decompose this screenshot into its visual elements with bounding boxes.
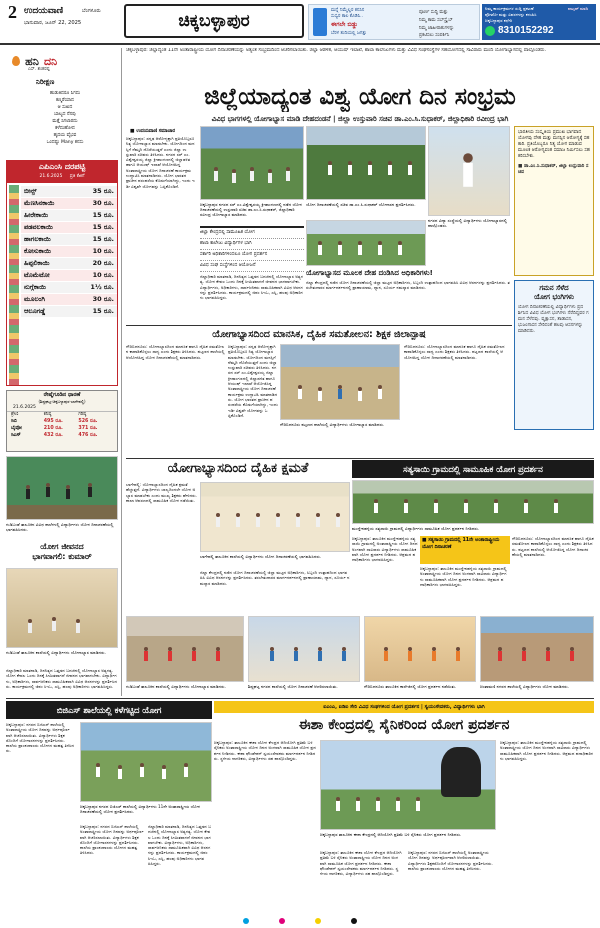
person-icon: [375, 797, 381, 811]
right-box-head: ಗಮನ ಸೆಳೆದ: [539, 284, 569, 292]
person-icon: [215, 513, 221, 527]
right-column-quote: ■ ಡಾ.ಎಂ.ಸಿ.ಸುಧಾಕರ್, ಜಿಲ್ಲಾ ಉಸ್ತುವಾರಿ ಸಚಿವ: [518, 164, 589, 175]
ad-line-6: ನಿಮ್ಮ ಕಾಮ ಸಬ್‌ಸ್ಕ್ರೈಬ್: [419, 18, 453, 23]
apmc-price: 1½ ರೂ.: [74, 282, 117, 294]
sec4-body-col-2: ಚಿಕ್ಕಬಳ್ಳಾಪುರ: ತಾಲೂಕಿನ ಮುದ್ದೇನಹಳ್ಳಿಯ ಸತ್ಯಸಾಯಿ ಗ್ರಾಮದಲ್ಲಿ ಅಂತಾರಾಷ್ಟ್ರೀಯ ಯೋಗ ದಿನದ ಅಂಗವಾಗಿ ಸಾವಿರಾರು ವಿದ್ಯಾರ್ಥಿಗಳು ಸಾಮೂಹಿಕವಾಗಿ ಯೋಗ ಪ್ರದರ್ಶನ ನೀಡಿದರು. ಆಶ್ರಮದ ಪದಾಧಿಕಾರಿಗಳು ಭಾಗವಹಿಸಿದ್ದರು.: [420, 566, 507, 587]
person-icon: [269, 647, 275, 661]
apmc-price-row: [21, 234, 117, 246]
person-icon: [497, 647, 503, 661]
sec2-body-col-2: ಚಿಕ್ಕಬಳ್ಳಾಪುರ: ಸದೃಢ ಆರೋಗ್ಯಕ್ಕಾಗಿ ಪ್ರತಿಯೊಬ್ಬರೂ ನಿತ್ಯ ಯೋಗಾಭ್ಯಾಸ ಮಾಡಬೇಕು. ಯೋಗದಿಂದ ಮನಸ್ಸಿಗೆ ನೆಮ್ಮದಿ ದೊರೆಯುತ್ತದೆ ಎಂದು ಜಿಲ್ಲಾ ಉಸ್ತುವಾರಿ ಸಚಿವರು ತಿಳಿಸಿದರು. ನಗರದ ಸರ್ ಎಂ.ವಿಶ್ವೇಶ್ವರಯ್ಯ ಜಿಲ್ಲಾ ಕ್ರೀಡಾಂಗಣದಲ್ಲಿ ಜಿಲ್ಲಾಡಳಿತ ಹಾಗೂ ಆಯುಷ್ ಇಲಾಖೆ ಆಯೋಜಿಸಿದ್ದ ಅಂತಾರಾಷ್ಟ್ರೀಯ ಯೋಗ ದಿನಾಚರಣೆ ಕಾರ್ಯಕ್ರಮ ಉದ್ಘಾಟಿಸಿ ಮಾತನಾಡಿದರು. ಯೋಗ ಭಾರತದ ಪ್ರಾಚೀನ ಪರಂಪರೆಯ ಕೊಡುಗೆಯಾಗಿದ್ದು, ಇಂದು ಇಡೀ ವಿಶ್ವವೇ ಯೋಗವನ್ನು ಒಪ್ಪಿಕೊಂಡಿದೆ.: [228, 344, 278, 418]
paper-name: ಉದಯವಾಣಿ: [24, 6, 64, 16]
district-title: ಚಿಕ್ಕಬಳ್ಳಾಪುರ: [124, 4, 304, 38]
person-icon: [215, 647, 221, 661]
sec4-photo-caption: ಮುದ್ದೇನಹಳ್ಳಿಯ ಸತ್ಯಸಾಯಿ ಗ್ರಾಮದಲ್ಲಿ ವಿದ್ಯಾರ್ಥಿಗಳು ಸಾಮೂಹಿಕ ಯೋಗ ಪ್ರದರ್ಶನ ನೀಡಿದರು.: [352, 526, 480, 531]
honey-brand: ಹನಿ: [25, 55, 39, 68]
sidebar-story-body: ಜಿಲ್ಲಾಧಿಕಾರಿ ಮಾತನಾಡಿ, ದಿನನಿತ್ಯದ ಒತ್ತಡದ ಬದುಕಿನಲ್ಲಿ ಯೋಗಾಭ್ಯಾಸ ಅತ್ಯಗತ್ಯ. ಯೋಗ ಕೇವಲ ಒಂದು ದಿನಕ್ಕೆ ಸೀಮಿತವಾಗದೆ ಜೀವನದ ಭಾಗವಾಗಬೇಕು. ವಿದ್ಯಾರ್ಥಿಗಳು, ಅಧಿಕಾರಿಗಳು, ಸಾರ್ವಜನಿಕರು ಸಾಮೂಹಿಕವಾಗಿ ವಿವಿಧ ಆಸನಗಳನ್ನು ಪ್ರದರ್ಶಿಸಿದರು. ಕಾರ್ಯಕ್ರಮದಲ್ಲಿ ಜಿಪಂ ಸಿಇಒ, ಎಸ್ಪಿ, ಹಲವು ಅಧಿಕಾರಿಗಳು ಭಾಗವಹಿಸಿದ್ದರು.: [6, 668, 118, 689]
silk-head-cell: ಕನಿಷ್ಠ: [43, 412, 52, 417]
sec5-body-col-1: ಚಿಕ್ಕಬಳ್ಳಾಪುರ: ನಗರದ ಬಿಜಿಎಸ್ ಶಾಲೆಯಲ್ಲಿ ಅಂತಾರಾಷ್ಟ್ರೀಯ ಯೋಗ ದಿನವನ್ನು ಅರ್ಥಪೂರ್ಣವಾಗಿ ಆಚರಿಸಲಾಯಿತು. ವಿದ್ಯಾರ್ಥಿಗಳು ಶಿಕ್ಷಕರೊಂದಿಗೆ ಯೋಗಾಸನಗಳನ್ನು ಪ್ರದರ್ಶಿಸಿದರು. ಶಾಲೆಯ ಪ್ರಾಂಶುಪಾಲರು ಯೋಗದ ಮಹತ್ವ ತಿಳಿಸಿದರು.: [6, 722, 75, 754]
lead-photo-caption-2: ಯೋಗ ದಿನಾಚರಣೆಯಲ್ಲಿ ಸಚಿವ ಡಾ.ಎಂ.ಸಿ.ಸುಧಾಕರ್ ಯೋಗಾಸನ ಪ್ರದರ್ಶಿಸಿದರು.: [306, 202, 416, 207]
highlights-box: [200, 226, 304, 320]
person-icon: [403, 499, 409, 513]
person-icon: [569, 647, 575, 661]
apmc-price: 15 ರೂ.: [74, 222, 117, 234]
apmc-date: 21.6.2025: [39, 174, 63, 179]
honey-poem-title: ನಿರೀಕ್ಷಣ: [36, 78, 55, 86]
apmc-vegetable-icon: [9, 185, 19, 385]
ad-line-2: ಸುಸ್ವರ ಕಾಲ ಕೊಡಿಸಿ..: [331, 14, 363, 19]
ad-line-8: ಪ್ರಕಟಿಸಲು ಸಂಪರ್ಕಿಸಿ: [419, 33, 450, 38]
person-icon: [397, 241, 403, 255]
poem-line: ಒಂದಷ್ಟು Many ಕನಸು: [46, 140, 84, 145]
sec5-photo: [80, 722, 212, 802]
person-icon: [387, 161, 393, 175]
section-rule: [6, 698, 594, 699]
apmc-price-row: [21, 258, 117, 270]
silk-cell: 476 ರೂ.: [78, 433, 98, 438]
row-photo-1: [126, 616, 244, 682]
silk-head-row: [7, 411, 117, 418]
highlight-item: ವಿವಿಧ ಸಂಘ ಸಂಸ್ಥೆಗಳಿಂದ ಆಯೋಜನೆ: [200, 261, 304, 272]
silk-row: [7, 418, 117, 425]
person-icon: [395, 797, 401, 811]
magenta-mark-icon: [279, 918, 285, 924]
person-icon: [231, 169, 237, 183]
apmc-price-table: [21, 186, 117, 318]
person-icon: [191, 647, 197, 661]
ad-line-3: ಈಗಲೇ ಬಿಡ್ಡು: [331, 21, 358, 28]
person-icon: [249, 167, 255, 181]
apmc-price: 35 ರೂ.: [74, 186, 117, 198]
apmc-item: ಮೆಣಸಿನಕಾಯಿ: [21, 198, 74, 210]
apmc-price-row: [21, 246, 117, 258]
silk-sub: (ಶಿಡ್ಲಘಟ್ಟ-ಚಿಕ್ಕಬಳ್ಳಾಪುರ-ಬಾಗೇಪಲ್ಲಿ): [38, 399, 86, 404]
phone-graphic-icon: [313, 8, 327, 36]
silk-cell: 432 ರೂ.: [43, 433, 63, 438]
sec6-body-col-1: ಚಿಕ್ಕಬಳ್ಳಾಪುರ: ತಾಲೂಕಿನ ಈಶಾ ಯೋಗ ಕೇಂದ್ರದ ಆದಿಯೋಗಿ ಪ್ರತಿಮೆ ಬಳಿ ಸೈನಿಕರು ಅಂತಾರಾಷ್ಟ್ರೀಯ ಯೋಗ ದಿನದ ಅಂಗವಾಗಿ ಸಾಮೂಹಿಕ ಯೋಗ ಪ್ರದರ್ಶನ ನೀಡಿದರು. ಈಶಾ ಫೌಂಡೇಶನ್ ಸ್ವಯಂಸೇವಕರು ಮಾರ್ಗದರ್ಶನ ನೀಡಿದರು. ಸ್ಥಳೀಯ ನಾಗರಿಕರು, ವಿದ್ಯಾರ್ಥಿಗಳು ಸಹ ಪಾಲ್ಗೊಂಡಿದ್ದರು.: [214, 740, 316, 761]
sec5-photo-caption: ಚಿಕ್ಕಬಳ್ಳಾಪುರ ನಗರದ ಬಿಜಿಎಸ್ ಶಾಲೆಯಲ್ಲಿ ವಿದ್ಯಾರ್ಥಿಗಳು 11ನೇ ಅಂತಾರಾಷ್ಟ್ರೀಯ ಯೋಗ ದಿನಾಚರಣೆಯಲ್ಲಿ ಯೋಗ ಪ್ರದರ್ಶಿಸಿದರು.: [80, 804, 201, 815]
paper-city: ಬೆಂಗಳೂರು: [82, 8, 101, 14]
black-mark-icon: [351, 918, 357, 924]
sec6-headline: ಈಶಾ ಕೇಂದ್ರದಲ್ಲಿ ಸೈನಿಕರಿಂದ ಯೋಗ ಪ್ರದರ್ಶನ: [298, 717, 510, 733]
apmc-price: 15 ರೂ.: [74, 306, 117, 318]
person-icon: [461, 153, 475, 187]
person-icon: [521, 647, 527, 661]
person-icon: [183, 763, 189, 777]
apmc-price-row: [21, 186, 117, 198]
ad-phone-number[interactable]: 8310152292: [498, 25, 554, 36]
apmc-title: ಎಪಿಎಂಸಿ ದರಪಟ್ಟಿ: [38, 162, 86, 171]
sec2-photo: [280, 344, 400, 420]
ad-contact-line-2: ಫೋಟೋ ಮತ್ತು ವಿವರಗಳನ್ನು ಕಳುಹಿಸಿ: [485, 12, 537, 17]
sec4-body-col-1: ಚಿಕ್ಕಬಳ್ಳಾಪುರ: ತಾಲೂಕಿನ ಮುದ್ದೇನಹಳ್ಳಿಯ ಸತ್ಯಸಾಯಿ ಗ್ರಾಮದಲ್ಲಿ ಅಂತಾರಾಷ್ಟ್ರೀಯ ಯೋಗ ದಿನದ ಅಂಗವಾಗಿ ಸಾವಿರಾರು ವಿದ್ಯಾರ್ಥಿಗಳು ಸಾಮೂಹಿಕವಾಗಿ ಯೋಗ ಪ್ರದರ್ಶನ ನೀಡಿದರು. ಆಶ್ರಮದ ಪದಾಧಿಕಾರಿಗಳು ಭಾಗವಹಿಸಿದ್ದರು.: [352, 536, 418, 563]
sec4-photo: [352, 480, 594, 524]
ad-contact-line-3: ಚಿಕ್ಕಬಳ್ಳಾಪುರ ಕಛೇರಿ: [485, 18, 513, 23]
apmc-price: 30 ರೂ.: [74, 198, 117, 210]
sec3-photo-caption: ಬಾಗೇಪಲ್ಲಿ ತಾಲೂಕಿನ ಶಾಲೆಯಲ್ಲಿ ವಿದ್ಯಾರ್ಥಿಗಳು ಯೋಗ ದಿನಾಚರಣೆಯಲ್ಲಿ ಭಾಗವಹಿಸಿದರು.: [200, 554, 322, 559]
right-column-body: [514, 126, 594, 276]
person-icon: [383, 647, 389, 661]
sec6-body-col-4: ಚಿಕ್ಕಬಳ್ಳಾಪುರ: ತಾಲೂಕಿನ ಮುದ್ದೇನಹಳ್ಳಿಯ ಸತ್ಯಸಾಯಿ ಗ್ರಾಮದಲ್ಲಿ ಅಂತಾರಾಷ್ಟ್ರೀಯ ಯೋಗ ದಿನದ ಅಂಗವಾಗಿ ಸಾವಿರಾರು ವಿದ್ಯಾರ್ಥಿಗಳು ಸಾಮೂಹಿಕವಾಗಿ ಯೋಗ ಪ್ರದರ್ಶನ ನೀಡಿದರು. ಆಶ್ರಮದ ಪದಾಧಿಕಾರಿಗಳು ಭಾಗವಹಿಸಿದ್ದರು.: [500, 740, 594, 761]
apmc-subline: [7, 173, 117, 181]
ad-contact-line-1: ನಿಮ್ಮ ಕಾರ್ಯಕ್ರಮಗಳ ಸುದ್ದಿ ಪ್ರಕಟಣೆ: [485, 6, 534, 11]
person-icon: [415, 797, 421, 811]
person-icon: [167, 647, 173, 661]
ad-line-4: ಬೆರಳ ತುದಿಯಲ್ಲಿ ಜಗತ್ತು: [331, 31, 367, 36]
ad-whatsapp-label: ವಾಟ್ಸಪ್ ಮಾಡಿ: [568, 6, 588, 11]
person-icon: [315, 513, 321, 527]
apmc-price: 10 ರೂ.: [74, 246, 117, 258]
sidebar-photo: [6, 456, 118, 520]
person-icon: [317, 387, 323, 401]
row-caption-1: ಗುಡಿಬಂಡೆ ತಾಲೂಕಿನ ಶಾಲೆಯಲ್ಲಿ ವಿದ್ಯಾರ್ಥಿಗಳು ಯೋಗಾಭ್ಯಾಸ ಮಾಡಿದರು.: [126, 684, 226, 689]
person-icon: [143, 647, 149, 661]
sub1-body: ಜಿಲ್ಲಾ ಕೇಂದ್ರದಲ್ಲಿ ನಡೆದ ಯೋಗ ದಿನಾಚರಣೆಯಲ್ಲಿ ಜಿಲ್ಲಾ ಮಟ್ಟದ ಅಧಿಕಾರಿಗಳು, ಸಿಬ್ಬಂದಿ ಉತ್ಸಾಹದಿಂದ ಭಾಗವಹಿಸಿ ವಿವಿಧ ಆಸನಗಳನ್ನು ಪ್ರದರ್ಶಿಸಿದರು. ತರಬೇತುದಾರರ ಮಾರ್ಗದರ್ಶನದಲ್ಲಿ ಪ್ರಾಣಾಯಾಮ, ಧ್ಯಾನ, ಸೂರ್ಯ ನಮಸ್ಕಾರ ಮಾಡಿದರು.: [306, 280, 510, 291]
bottom-banner: ಐಎಂಎ, ಐಡಿಐ ಸೇರಿ ವಿವಿಧ ಸಂಘಗಳಿಂದ ಯೋಗ ಪ್ರದರ್ಶನ | ಸ್ವಯಂಸೇವಕರು, ವಿದ್ಯಾರ್ಥಿಗಳು ಭಾಗಿ: [214, 701, 594, 713]
sec3-body-2: ಜಿಲ್ಲಾ ಕೇಂದ್ರದಲ್ಲಿ ನಡೆದ ಯೋಗ ದಿನಾಚರಣೆಯಲ್ಲಿ ಜಿಲ್ಲಾ ಮಟ್ಟದ ಅಧಿಕಾರಿಗಳು, ಸಿಬ್ಬಂದಿ ಉತ್ಸಾಹದಿಂದ ಭಾಗವಹಿಸಿ ವಿವಿಧ ಆಸನಗಳನ್ನು ಪ್ರದರ್ಶಿಸಿದರು. ತರಬೇತುದಾರರ ಮಾರ್ಗದರ್ಶನದಲ್ಲಿ ಪ್ರಾಣಾಯಾಮ, ಧ್ಯಾನ, ಸೂರ್ಯ ನಮಸ್ಕಾರ ಮಾಡಿದರು.: [200, 570, 350, 586]
silk-row: [7, 425, 117, 432]
lead-photo-minister: [428, 126, 510, 216]
person-icon: [317, 241, 323, 255]
ground-shape: [7, 505, 117, 519]
sec5-body-col-2: ಚಿಕ್ಕಬಳ್ಳಾಪುರ: ನಗರದ ಬಿಜಿಎಸ್ ಶಾಲೆಯಲ್ಲಿ ಅಂತಾರಾಷ್ಟ್ರೀಯ ಯೋಗ ದಿನವನ್ನು ಅರ್ಥಪೂರ್ಣವಾಗಿ ಆಚರಿಸಲಾಯಿತು. ವಿದ್ಯಾರ್ಥಿಗಳು ಶಿಕ್ಷಕರೊಂದಿಗೆ ಯೋಗಾಸನಗಳನ್ನು ಪ್ರದರ್ಶಿಸಿದರು. ಶಾಲೆಯ ಪ್ರಾಂಶುಪಾಲರು ಯೋಗದ ಮಹತ್ವ ತಿಳಿಸಿದರು.: [80, 824, 144, 856]
sec5-body-col-3: ಜಿಲ್ಲಾಧಿಕಾರಿ ಮಾತನಾಡಿ, ದಿನನಿತ್ಯದ ಒತ್ತಡದ ಬದುಕಿನಲ್ಲಿ ಯೋಗಾಭ್ಯಾಸ ಅತ್ಯಗತ್ಯ. ಯೋಗ ಕೇವಲ ಒಂದು ದಿನಕ್ಕೆ ಸೀಮಿತವಾಗದೆ ಜೀವನದ ಭಾಗವಾಗಬೇಕು. ವಿದ್ಯಾರ್ಥಿಗಳು, ಅಧಿಕಾರಿಗಳು, ಸಾರ್ವಜನಿಕರು ಸಾಮೂಹಿಕವಾಗಿ ವಿವಿಧ ಆಸನಗಳನ್ನು ಪ್ರದರ್ಶಿಸಿದರು. ಕಾರ್ಯಕ್ರಮದಲ್ಲಿ ಜಿಪಂ ಸಿಇಒ, ಎಸ್ಪಿ, ಹಲವು ಅಧಿಕಾರಿಗಳು ಭಾಗವಹಿಸಿದ್ದರು.: [148, 824, 212, 867]
person-icon: [317, 647, 323, 661]
apmc-item: ಆಲೂಗಡ್ಡೆ: [21, 306, 74, 318]
masthead-rule: [0, 43, 600, 45]
apmc-price: 10 ರೂ.: [74, 270, 117, 282]
right-box-body: ಯೋಗ ದಿನಾಚರಣೆಯಲ್ಲಿ ವಿದ್ಯಾರ್ಥಿಗಳು ಪ್ರದರ್ಶಿಸಿದ ವಿವಿಧ ಯೋಗ ಭಂಗಿಗಳು ನೆರೆದಿದ್ದವರ ಗಮನ ಸೆಳೆದವು. ವೃಕ್ಷಾಸನ, ತಾಡಾಸನ, ಭುಜಂಗಾಸನ ಸೇರಿದಂತೆ ಹಲವು ಆಸನಗಳನ್ನು ಮಾಡಿದರು.: [518, 305, 589, 334]
silk-head-cell: ಗರಿಷ್ಠ: [78, 412, 87, 417]
person-icon: [275, 513, 281, 527]
poem-line: ಕಳೆದುಹೋದ: [55, 126, 75, 131]
person-icon: [433, 499, 439, 513]
person-icon: [255, 513, 261, 527]
apmc-price-row: [21, 210, 117, 222]
silk-cell: ಬೈವೋ: [11, 426, 23, 431]
apmc-price-row: [21, 294, 117, 306]
person-icon: [337, 385, 343, 399]
person-icon: [75, 619, 81, 633]
person-icon: [355, 797, 361, 811]
apmc-price-row: [21, 222, 117, 234]
silk-head-cell: ಶ್ರೇಣಿ: [11, 412, 19, 417]
person-icon: [431, 647, 437, 661]
person-icon: [357, 387, 363, 401]
person-icon: [293, 647, 299, 661]
lead-byline: ■ ಉದಯವಾಣಿ ಸಮಾಚಾರ: [130, 129, 176, 134]
person-icon: [463, 499, 469, 513]
poem-line: ಕಣ್ಮರೆಯಾದ: [55, 98, 75, 103]
sidebar-photo-2-caption: ಗುಡಿಬಂಡೆ ತಾಲೂಕಿನ ಶಾಲೆಯಲ್ಲಿ ವಿದ್ಯಾರ್ಥಿಗಳು ಯೋಗಾಭ್ಯಾಸ ಮಾಡಿದರು.: [6, 650, 106, 655]
sec2-headline: ಯೋಗಾಭ್ಯಾಸದಿಂದ ಮಾನಸಿಕ, ದೈಹಿಕ ಸಮತೋಲನ: ಶಿಕ್ಷಕ ಜಿಲಾನ್ಪಾಷ: [212, 329, 426, 340]
row-photo-2: [248, 616, 360, 682]
sec3-body: ಬಾಗೇಪಲ್ಲಿ: ಯೋಗಾಭ್ಯಾಸದಿಂದ ದೈಹಿಕ ಕ್ಷಮತೆ ಹೆಚ್ಚುತ್ತದೆ. ವಿದ್ಯಾರ್ಥಿಗಳು ಬಾಲ್ಯದಿಂದಲೇ ಯೋಗ ಅಭ್ಯಾಸ ಮಾಡಬೇಕು ಎಂದು ಮುಖ್ಯ ಶಿಕ್ಷಕರು ಹೇಳಿದರು. ಶಾಲಾ ಆವರಣದಲ್ಲಿ ಸಾಮೂಹಿಕ ಯೋಗ ನಡೆಯಿತು.: [126, 482, 198, 503]
person-icon: [347, 161, 353, 175]
silk-box: [6, 390, 118, 452]
apmc-header: [7, 161, 117, 183]
person-icon: [373, 499, 379, 513]
sidebar-photo-caption: ಗುಡಿಬಂಡೆ ತಾಲೂಕಿನ ವಿವಿಧ ಶಾಲೆಗಳಲ್ಲಿ ವಿದ್ಯಾರ್ಥಿಗಳು ಯೋಗ ದಿನಾಚರಣೆಯಲ್ಲಿ ಭಾಗವಹಿಸಿದರು.: [6, 522, 114, 533]
lead-body-col-2: ಜಿಲ್ಲಾಧಿಕಾರಿ ಮಾತನಾಡಿ, ದಿನನಿತ್ಯದ ಒತ್ತಡದ ಬದುಕಿನಲ್ಲಿ ಯೋಗಾಭ್ಯಾಸ ಅತ್ಯಗತ್ಯ. ಯೋಗ ಕೇವಲ ಒಂದು ದಿನಕ್ಕೆ ಸೀಮಿತವಾಗದೆ ಜೀವನದ ಭಾಗವಾಗಬೇಕು. ವಿದ್ಯಾರ್ಥಿಗಳು, ಅಧಿಕಾರಿಗಳು, ಸಾರ್ವಜನಿಕರು ಸಾಮೂಹಿಕವಾಗಿ ವಿವಿಧ ಆಸನಗಳನ್ನು ಪ್ರದರ್ಶಿಸಿದರು. ಕಾರ್ಯಕ್ರಮದಲ್ಲಿ ಜಿಪಂ ಸಿಇಒ, ಎಸ್ಪಿ, ಹಲವು ಅಧಿಕಾರಿಗಳು ಭಾಗವಹಿಸಿದ್ದರು.: [200, 274, 304, 301]
person-icon: [367, 161, 373, 175]
honey-poem: [20, 90, 110, 146]
ad-line-5: ಪೂರ್ಣ ಸುದ್ದಿ ಮತ್ತು: [419, 10, 448, 15]
apmc-price-row: [21, 270, 117, 282]
apmc-item: ಬೀನ್ಸ್: [21, 186, 74, 198]
apmc-item: ನುಗ್ಗೆಕಾಯಿ: [21, 282, 74, 294]
right-column-text: ಭಾರತೀಯ ಸಂಸ್ಕೃತಿಯ ಪ್ರಮುಖ ಭಾಗವಾದ ಯೋಗವು ದೇಹ ಮತ್ತು ಮನಸ್ಸಿನ ಆರೋಗ್ಯಕ್ಕೆ ಸಹಕಾರಿ. ಪ್ರತಿಯೊಬ್ಬರೂ ನಿತ್ಯ ಯೋಗ ಮಾಡುವ ಮೂಲಕ ಆರೋಗ್ಯವಂತ ಸಮಾಜ ನಿರ್ಮಿಸಲು ಸಹಕರಿಸಬೇಕು.: [518, 130, 590, 159]
section-rule: [126, 458, 594, 459]
sec6-body-col-2: ಚಿಕ್ಕಬಳ್ಳಾಪುರ: ತಾಲೂಕಿನ ಈಶಾ ಯೋಗ ಕೇಂದ್ರದ ಆದಿಯೋಗಿ ಪ್ರತಿಮೆ ಬಳಿ ಸೈನಿಕರು ಅಂತಾರಾಷ್ಟ್ರೀಯ ಯೋಗ ದಿನದ ಅಂಗವಾಗಿ ಸಾಮೂಹಿಕ ಯೋಗ ಪ್ರದರ್ಶನ ನೀಡಿದರು. ಈಶಾ ಫೌಂಡೇಶನ್ ಸ್ವಯಂಸೇವಕರು ಮಾರ್ಗದರ್ಶನ ನೀಡಿದರು. ಸ್ಥಳೀಯ ನಾಗರಿಕರು, ವಿದ್ಯಾರ್ಥಿಗಳು ಸಹ ಪಾಲ್ಗೊಂಡಿದ್ದರು.: [320, 850, 402, 877]
person-icon: [213, 167, 219, 181]
right-box: [514, 280, 594, 430]
person-icon: [357, 241, 363, 255]
person-icon: [407, 161, 413, 175]
person-icon: [493, 499, 499, 513]
sec4-body-col-3: ಗೌರಿಬಿದನೂರು: ಯೋಗಾಭ್ಯಾಸದಿಂದ ಮಾನಸಿಕ ಹಾಗೂ ದೈಹಿಕ ಸಮತೋಲನ ಕಾಪಾಡಿಕೊಳ್ಳಲು ಸಾಧ್ಯ ಎಂದು ಶಿಕ್ಷಕರು ತಿಳಿಸಿದರು. ಪಟ್ಟಣದ ಶಾಲೆಯಲ್ಲಿ ಆಯೋಜಿಸಿದ್ದ ಯೋಗ ದಿನಾಚರಣೆಯಲ್ಲಿ ಮಾತನಾಡಿದರು.: [512, 536, 594, 557]
person-icon: [27, 619, 33, 633]
silk-date: 21.6.2025: [13, 405, 36, 410]
person-icon: [335, 513, 341, 527]
apmc-item: ಪಡವಲಕಾಯಿ: [21, 222, 74, 234]
sec6-photo-caption: ಚಿಕ್ಕಬಳ್ಳಾಪುರ ತಾಲೂಕಿನ ಈಶಾ ಕೇಂದ್ರದಲ್ಲಿ ಆದಿಯೋಗಿ ಪ್ರತಿಮೆ ಬಳಿ ಸೈನಿಕರು ಯೋಗ ಪ್ರದರ್ಶನ ನೀಡಿದರು.: [320, 832, 462, 837]
sec4-box: ■ ಸತ್ಯಸಾಯಿ ಗ್ರಾಮದಲ್ಲಿ 11ನೇ ಅಂತಾರಾಷ್ಟ್ರೀಯ ಯೋಗ ದಿನಾಚರಣೆ: [420, 536, 510, 564]
sidebar-story-headline: [6, 542, 118, 562]
apmc-item: ಮೂಲಂಗಿ: [21, 294, 74, 306]
person-icon: [295, 513, 301, 527]
print-marks: [90, 918, 510, 924]
ad-line-7: ನಿಮ್ಮ ಜಾಹೀರಾತುಗಳನ್ನು: [419, 26, 455, 31]
sidebar-story-head-2: ಭಾಗವಾಗಲಿ: ಕುಮಾರ್: [32, 552, 92, 561]
sidebar-divider: [121, 48, 122, 696]
person-icon: [455, 647, 461, 661]
lead-photo-officials: [306, 126, 426, 200]
sec4-headline: ಸತ್ಯಸಾಯಿ ಗ್ರಾಮದಲ್ಲಿ ಸಾಮೂಹಿಕ ಯೋಗ ಪ್ರದರ್ಶನ: [352, 460, 594, 478]
sec6-body-col-3: ಚಿಕ್ಕಬಳ್ಳಾಪುರ: ನಗರದ ಬಿಜಿಎಸ್ ಶಾಲೆಯಲ್ಲಿ ಅಂತಾರಾಷ್ಟ್ರೀಯ ಯೋಗ ದಿನವನ್ನು ಅರ್ಥಪೂರ್ಣವಾಗಿ ಆಚರಿಸಲಾಯಿತು. ವಿದ್ಯಾರ್ಥಿಗಳು ಶಿಕ್ಷಕರೊಂದಿಗೆ ಯೋಗಾಸನಗಳನ್ನು ಪ್ರದರ್ಶಿಸಿದರು. ಶಾಲೆಯ ಪ್ರಾಂಶುಪಾಲರು ಯೋಗದ ಮಹತ್ವ ತಿಳಿಸಿದರು.: [408, 850, 493, 871]
whatsapp-icon: [485, 26, 495, 36]
person-icon: [341, 647, 347, 661]
person-icon: [161, 765, 167, 779]
advert-contact[interactable]: [482, 4, 596, 40]
person-icon: [95, 763, 101, 777]
lead-subhead: ವಿವಿಧ ಭಾಗಗಳಲ್ಲಿ ಯೋಗಾಭ್ಯಾಸ ಮಾಡಿ ದೇಹದಂಡನೆ | ಜಿಲ್ಲಾ ಉಸ್ತುವಾರಿ ಸಚಿವ ಡಾ.ಎಂ.ಸಿ.ಸುಧಾಕರ್, ಜಿಲ್ಲಾಧಿಕಾರಿ ರವೀಂದ್ರ ಭಾಗಿ: [211, 115, 509, 123]
lead-photo-caption-3: ನಗರದ ವಿದ್ಯಾ ಸಂಸ್ಥೆಯಲ್ಲಿ ವಿದ್ಯಾರ್ಥಿಗಳು ಯೋಗಾಭ್ಯಾಸದಲ್ಲಿ ಪಾಲ್ಗೊಂಡರು.: [428, 218, 508, 229]
silk-title: ರೇಷ್ಮೆಗೂಡಿನ ಧಾರಣೆ: [43, 392, 81, 398]
apmc-price-row: [21, 198, 117, 210]
honey-author: ಎಸ್. ಶಂಕರಪ್ಪ: [28, 67, 50, 72]
right-box-head-2: ಯೋಗ ಭಂಗಿಗಳು: [534, 293, 574, 301]
silk-row: [7, 432, 117, 439]
highlight-item: ಸರ್ಕಾರಿ ಅಧಿಕಾರಿಗಳಿಂದಲೂ ಯೋಗ ಪ್ರದರ್ಶನ: [200, 250, 304, 261]
ad-line-1: ಮನ್ನೆ ನಿಮ್ಮೆಲ್ಲರ ಕನಸಿನ: [331, 8, 365, 13]
poem-line: ಮತ್ತೆ ಸಿಗಲಾರದು: [52, 119, 78, 124]
silk-rows: [7, 418, 117, 439]
highlight-item: ಜಿಲ್ಲಾ ಕೇಂದ್ರದಲ್ಲಿ ಸಾಮೂಹಿಕ ಯೋಗ: [200, 228, 304, 239]
sec5-headline: ಬಿಜಿಎಸ್ ಶಾಲೆಯಲ್ಲಿ ಕಳೆಗಟ್ಟಿದ ಯೋಗ: [6, 701, 212, 719]
sidebar-photo-2: [6, 568, 118, 648]
person-icon: [45, 483, 51, 497]
person-icon: [327, 161, 333, 175]
apmc-price: 15 ರೂ.: [74, 234, 117, 246]
person-icon: [267, 169, 273, 183]
apmc-price: 20 ರೂ.: [74, 258, 117, 270]
sec6-photo: [320, 740, 496, 830]
row-photo-4: [480, 616, 594, 682]
silk-cell: ಸಿಬಿ: [11, 419, 17, 424]
highlight-item: ಶಾಲಾ ಕಾಲೇಜು ವಿದ್ಯಾರ್ಥಿಗಳ ಭಾಗಿ: [200, 239, 304, 250]
apmc-item: ಕೋಸುಕಾಯಿ: [21, 246, 74, 258]
person-icon: [377, 241, 383, 255]
person-icon: [51, 617, 57, 631]
lead-photo-group: [306, 220, 426, 266]
apmc-price: 30 ರೂ.: [74, 294, 117, 306]
silk-cell: 371 ರೂ.: [78, 426, 98, 431]
yellow-mark-icon: [315, 918, 321, 924]
adiyogi-statue-icon: [441, 747, 481, 797]
silk-cell: 210 ರೂ.: [43, 426, 63, 431]
poem-line: ಬಾಲ್ಯದ ನೆನಪು: [54, 112, 76, 117]
row-caption-4: ಚಿಂತಾಮಣಿ ನಗರದ ಶಾಲೆಯಲ್ಲಿ ವಿದ್ಯಾರ್ಥಿಗಳು ಯೋಗ ಮಾಡಿದರು.: [480, 684, 570, 689]
apmc-item: ಟೊಮೆಟೋ: [21, 270, 74, 282]
lead-photo-stadium: [200, 126, 304, 200]
person-icon: [297, 385, 303, 399]
honey-brand-2: ದನಿ: [43, 55, 58, 68]
person-icon: [553, 499, 559, 513]
silk-cell: 495 ರೂ.: [43, 419, 63, 424]
apmc-item: ಹೀರೇಕಾಯಿ: [21, 210, 74, 222]
poem-line: ಆ ಸುಖದ: [57, 105, 73, 110]
apmc-box: [6, 160, 118, 386]
lead-body-col-1: ಚಿಕ್ಕಬಳ್ಳಾಪುರ: ಸದೃಢ ಆರೋಗ್ಯಕ್ಕಾಗಿ ಪ್ರತಿಯೊಬ್ಬರೂ ನಿತ್ಯ ಯೋಗಾಭ್ಯಾಸ ಮಾಡಬೇಕು. ಯೋಗದಿಂದ ಮನಸ್ಸಿಗೆ ನೆಮ್ಮದಿ ದೊರೆಯುತ್ತದೆ ಎಂದು ಜಿಲ್ಲಾ ಉಸ್ತುವಾರಿ ಸಚಿವರು ತಿಳಿಸಿದರು. ನಗರದ ಸರ್ ಎಂ.ವಿಶ್ವೇಶ್ವರಯ್ಯ ಜಿಲ್ಲಾ ಕ್ರೀಡಾಂಗಣದಲ್ಲಿ ಜಿಲ್ಲಾಡಳಿತ ಹಾಗೂ ಆಯುಷ್ ಇಲಾಖೆ ಆಯೋಜಿಸಿದ್ದ ಅಂತಾರಾಷ್ಟ್ರೀಯ ಯೋಗ ದಿನಾಚರಣೆ ಕಾರ್ಯಕ್ರಮ ಉದ್ಘಾಟಿಸಿ ಮಾತನಾಡಿದರು. ಯೋಗ ಭಾರತದ ಪ್ರಾಚೀನ ಪರಂಪರೆಯ ಕೊಡುಗೆಯಾಗಿದ್ದು, ಇಂದು ಇಡೀ ವಿಶ್ವವೇ ಯೋಗವನ್ನು ಒಪ್ಪಿಕೊಂಡಿದೆ.: [126, 136, 195, 189]
apmc-item: ಹಿಪ್ಪಲಿಕಾಯಿ: [21, 258, 74, 270]
silk-cell: 526 ರೂ.: [78, 419, 98, 424]
apmc-unit: ಪ್ರತಿ ಕೆಜಿಗೆ: [69, 174, 85, 179]
poem-line: ಹುಡುಕಿದರೂ ಸಿಗದು: [49, 91, 81, 96]
row-photo-3: [364, 616, 476, 682]
apmc-price: 15 ರೂ.: [74, 210, 117, 222]
sidebar-story-head-1: ಯೋಗ ಜೀವನದ: [40, 542, 84, 551]
sec2-body-col-1: ಗೌರಿಬಿದನೂರು: ಯೋಗಾಭ್ಯಾಸದಿಂದ ಮಾನಸಿಕ ಹಾಗೂ ದೈಹಿಕ ಸಮತೋಲನ ಕಾಪಾಡಿಕೊಳ್ಳಲು ಸಾಧ್ಯ ಎಂದು ಶಿಕ್ಷಕರು ತಿಳಿಸಿದರು. ಪಟ್ಟಣದ ಶಾಲೆಯಲ್ಲಿ ಆಯೋಜಿಸಿದ್ದ ಯೋಗ ದಿನಾಚರಣೆಯಲ್ಲಿ ಮಾತನಾಡಿದರು.: [126, 344, 225, 360]
person-icon: [87, 483, 93, 497]
cyan-mark-icon: [243, 918, 249, 924]
lead-intro: ಚಿಕ್ಕಬಳ್ಳಾಪುರ: ಜಿಲ್ಲಾದ್ಯಂತ 11ನೇ ಅಂತಾರಾಷ್ಟ್ರೀಯ ಯೋಗ ದಿನಾಚರಣೆಯನ್ನು ಅತ್ಯಂತ ಸಂಭ್ರಮದಿಂದ ಆಚರಿಸಲಾಯಿತು. ಜಿಲ್ಲಾ ಆಡಳಿತ, ಆಯುಷ್ ಇಲಾಖೆ, ಶಾಲಾ ಕಾಲೇಜುಗಳು ಮತ್ತು ವಿವಿಧ ಸಂಘಸಂಸ್ಥೆಗಳ ಸಹಯೋಗದಲ್ಲಿ ಸಾವಿರಾರು ಮಂದಿ ಯೋಗಾಭ್ಯಾಸದಲ್ಲಿ ಪಾಲ್ಗೊಂಡರು.: [126, 48, 546, 53]
lead-photo-caption-1: ಚಿಕ್ಕಬಳ್ಳಾಪುರ ನಗರದ ಸರ್ ಎಂ.ವಿಶ್ವೇಶ್ವರಯ್ಯ ಕ್ರೀಡಾಂಗಣದಲ್ಲಿ ನಡೆದ ಯೋಗ ದಿನಾಚರಣೆಯಲ್ಲಿ ಉಸ್ತುವಾರಿ ಸಚಿವ ಡಾ.ಎಂ.ಸಿ.ಸುಧಾಕರ್, ಜಿಲ್ಲಾಧಿಕಾರಿ ರವೀಂದ್ರ ಯೋಗಾಭ್ಯಾಸ ಮಾಡಿದರು.: [200, 202, 303, 218]
person-icon: [235, 513, 241, 527]
person-icon: [335, 797, 341, 811]
apmc-item: ಹಾಗಲಕಾಯಿ: [21, 234, 74, 246]
person-icon: [407, 647, 413, 661]
sec2-photo-caption: ಗೌರಿಬಿದನೂರು ಪಟ್ಟಣದ ಶಾಲೆಯಲ್ಲಿ ವಿದ್ಯಾರ್ಥಿಗಳು ಯೋಗಾಭ್ಯಾಸ ಮಾಡಿದರು.: [280, 422, 385, 427]
apmc-price-row: [21, 282, 117, 294]
poem-line: ಹೃದಯ ವೈಭವ: [53, 133, 77, 138]
person-icon: [337, 241, 343, 255]
masthead: [0, 0, 600, 42]
person-icon: [285, 167, 291, 181]
section-rule: [126, 325, 512, 326]
person-icon: [139, 763, 145, 777]
sec3-headline: ಯೋಗಾಭ್ಯಾಸದಿಂದ ದೈಹಿಕ ಕ್ಷಮತೆ: [167, 461, 309, 476]
row-caption-2: ಶಿಡ್ಲಘಟ್ಟ ನಗರದ ಶಾಲೆಯಲ್ಲಿ ಯೋಗ ದಿನಾಚರಣೆ ಆಚರಿಸಲಾಯಿತು.: [248, 684, 338, 689]
silk-cell: ಸಿಎಸ್: [11, 433, 21, 438]
sec2-body-col-3: ಗೌರಿಬಿದನೂರು: ಯೋಗಾಭ್ಯಾಸದಿಂದ ಮಾನಸಿಕ ಹಾಗೂ ದೈಹಿಕ ಸಮತೋಲನ ಕಾಪಾಡಿಕೊಳ್ಳಲು ಸಾಧ್ಯ ಎಂದು ಶಿಕ್ಷಕರು ತಿಳಿಸಿದರು. ಪಟ್ಟಣದ ಶಾಲೆಯಲ್ಲಿ ಆಯೋಜಿಸಿದ್ದ ಯೋಗ ದಿನಾಚರಣೆಯಲ್ಲಿ ಮಾತನಾಡಿದರು.: [404, 344, 505, 360]
apmc-price-row: [21, 306, 117, 318]
person-icon: [377, 385, 383, 399]
sub1-headline: ಯೋಗಾಭ್ಯಾಸದ ಮೂಲಕ ದೇಹ ದಂಡಿಸಿದ ಅಧಿಕಾರಿಗಳು!: [306, 269, 433, 277]
person-icon: [117, 765, 123, 779]
person-icon: [65, 485, 71, 499]
person-icon: [523, 499, 529, 513]
lead-headline: ಜಿಲ್ಲೆಯಾದ್ಯಂತ ವಿಶ್ವ ಯೋಗ ದಿನ ಸಂಭ್ರಮ: [204, 84, 516, 110]
page-number: 2: [8, 2, 17, 22]
person-icon: [545, 647, 551, 661]
drop-icon: [12, 56, 20, 66]
advert-app[interactable]: [308, 4, 480, 40]
person-icon: [25, 485, 31, 499]
row-caption-3: ಗೌರಿಬಿದನೂರು ತಾಲೂಕಿನ ಕಾಲೇಜಿನಲ್ಲಿ ಯೋಗ ಪ್ರದರ್ಶನ ನಡೆಯಿತು.: [364, 684, 457, 689]
issue-date: ಭಾನುವಾರ, ಜೂನ್ 22, 2025: [24, 20, 82, 26]
sec3-photo: [200, 482, 350, 552]
